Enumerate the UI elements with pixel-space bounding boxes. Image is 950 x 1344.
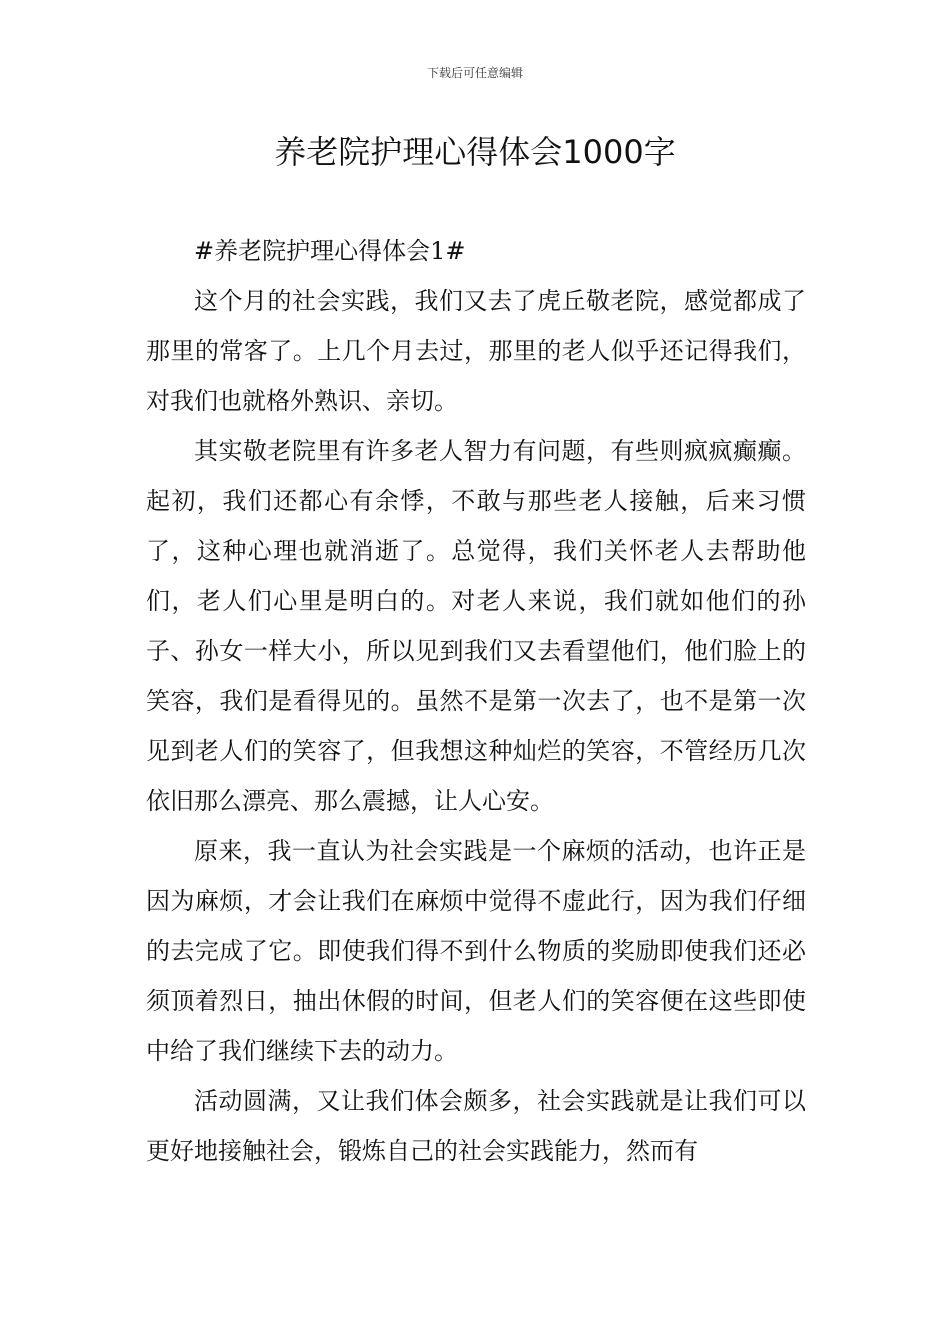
paragraph: 这个月的社会实践，我们又去了虎丘敬老院，感觉都成了那里的常客了。上几个月去过，那里的老人似乎还记得我们，对我们也就格外熟识、亲切。 [146,287,806,415]
document-title: 养老院护理心得体会1000字 [274,133,676,171]
header-note: 下载后可任意编辑 [426,66,523,80]
paragraph: 活动圆满，又让我们体会颇多，社会实践就是让我们可以更好地接触社会，锻炼自己的社会实践能力，然而有 [146,1087,806,1165]
paragraph: 其实敬老院里有许多老人智力有问题，有些则疯疯癫癫。起初，我们还都心有余悸，不敢与那些老人接触，后来习惯了，这种心理也就消逝了。总觉得，我们关怀老人去帮助他们，老人们心里是明白的。对老人来说，我们就如他们的孙子、孙女一样大小，所以见到我们又去看望他们，他们脸上的笑容，我们是看得见的。虽然不是第一次去了，也不是第一次见到老人们的笑容了，但我想这种灿烂的笑容，不管经历几次依旧那么漂亮、那么震撼，让人心安。 [146,437,806,815]
paragraph: 原来，我一直认为社会实践是一个麻烦的活动，也许正是因为麻烦，才会让我们在麻烦中觉得不虚此行，因为我们仔细的去完成了它。即使我们得不到什么物质的奖励即使我们还必须顶着烈日，抽出休假的时间，但老人们的笑容便在这些即使中给了我们继续下去的动力。 [146,837,806,1065]
document-body [146,226,806,1176]
section-heading: #养老院护理心得体会1# [194,237,466,265]
